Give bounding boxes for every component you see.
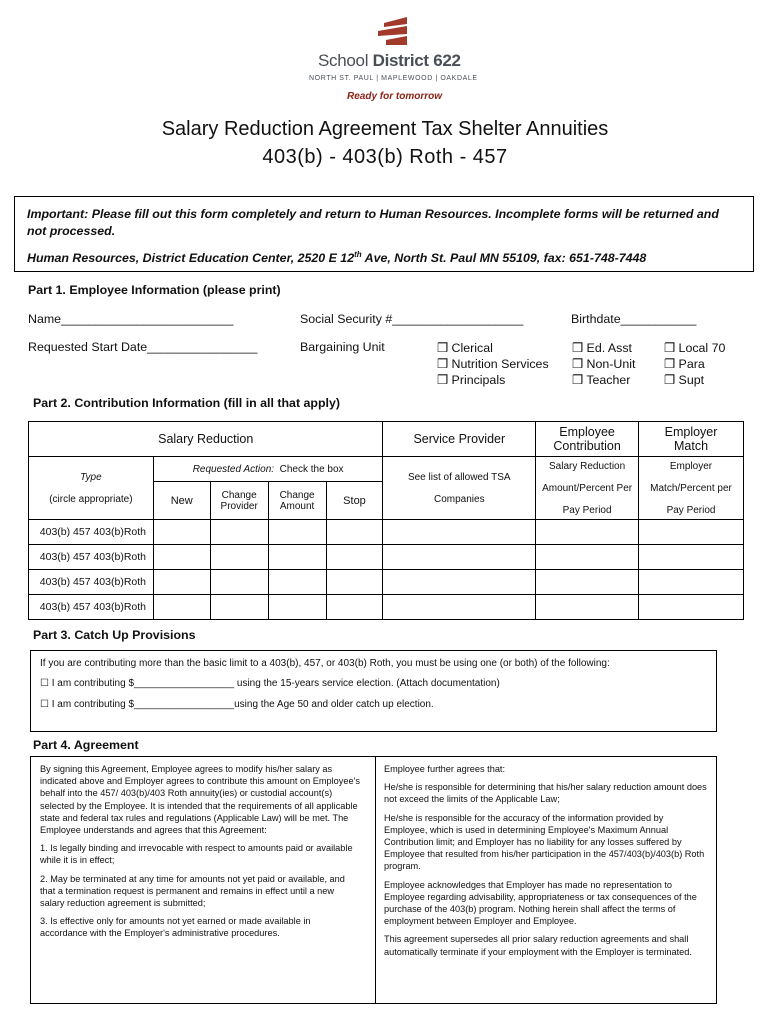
agreement-paragraph: This agreement supersedes all prior salary reduction agreements and shall automatically terminate if your employment with the Employer is terminated. xyxy=(384,934,692,957)
cell-provider[interactable] xyxy=(383,520,536,545)
agreement-paragraph: Employee further agrees that: xyxy=(384,764,506,774)
requested-action-header: Requested Action: Check the box xyxy=(153,457,383,482)
agreement-divider xyxy=(375,757,376,1003)
cell-change-provider[interactable] xyxy=(210,595,268,620)
important-text: Important: Please fill out this form completely and return to Human Resources. Incomplete forms will be returned and not processed. xyxy=(27,207,719,238)
cell-employer-match[interactable] xyxy=(639,570,744,595)
type-header: Type (circle appropriate) xyxy=(29,457,154,520)
agreement-left-column xyxy=(40,763,360,946)
form-subtitle: 403(b) - 403(b) Roth - 457 xyxy=(262,146,508,168)
cell-employee-amount[interactable] xyxy=(536,545,639,570)
employer-subheader: Employer Match/Percent per Pay Period xyxy=(639,457,744,520)
agreement-paragraph: 1. Is legally binding and irrevocable with respect to amounts paid or available while it is in effect; xyxy=(40,843,353,866)
cell-change-provider[interactable] xyxy=(210,570,268,595)
district-logo-name: School District 622 xyxy=(318,51,461,70)
cell-employer-match[interactable] xyxy=(639,595,744,620)
cell-employer-match[interactable] xyxy=(639,545,744,570)
agreement-paragraph: By signing this Agreement, Employee agrees to modify his/her salary as indicated above and Employer agrees to contribute this amount on Employee's behalf into the 457/ 403(b)/403 Roth annuity(ies) or custodial account(s) selected by the Employee. It is intended that the requirements of all applicable state and federal tax rules and regulations (Applicable Law) will be met. The Employee understands and agrees that this Agreement: xyxy=(40,764,360,836)
district-logo-tagline: Ready for tomorrow xyxy=(347,91,443,102)
bargaining-unit-label: Bargaining Unit xyxy=(300,340,385,354)
cell-new[interactable] xyxy=(153,570,210,595)
hr-address: Human Resources, District Education Center, 2520 E 12th Ave, North St. Paul MN 55109, fax: 651-748-7448 xyxy=(27,250,647,266)
table-row xyxy=(29,545,744,570)
col-change-provider: Change Provider xyxy=(210,482,268,520)
catch-up-option-15-year[interactable]: ☐ I am contributing $__________________ using the 15-years service election. (Attach documentation) xyxy=(40,678,500,689)
checkbox-clerical[interactable]: ❒ Clerical xyxy=(437,341,493,355)
cell-provider[interactable] xyxy=(383,570,536,595)
cell-employee-amount[interactable] xyxy=(536,570,639,595)
provider-subheader: See list of allowed TSA Companies xyxy=(383,457,536,520)
cell-employee-amount[interactable] xyxy=(536,595,639,620)
name-field[interactable]: Name_________________________ xyxy=(28,312,234,326)
checkbox-para[interactable]: ❒ Para xyxy=(664,357,705,371)
table-row xyxy=(29,570,744,595)
agreement-paragraph: 2. May be terminated at any time for amounts not yet paid or available, and that a termination request is permanent and remains in effect until a new salary reduction agreement is submitted; xyxy=(40,873,345,909)
cell-change-provider[interactable] xyxy=(210,520,268,545)
cell-stop[interactable] xyxy=(326,595,383,620)
table-row xyxy=(29,595,744,620)
checkbox-local-70[interactable]: ❒ Local 70 xyxy=(664,341,726,355)
cell-stop[interactable] xyxy=(326,570,383,595)
col-employee-contribution: Employee Contribution xyxy=(536,422,639,457)
checkbox-nutrition-services[interactable]: ❒ Nutrition Services xyxy=(437,357,549,371)
cell-change-provider[interactable] xyxy=(210,545,268,570)
cell-employee-amount[interactable] xyxy=(536,520,639,545)
cell-new[interactable] xyxy=(153,545,210,570)
col-service-provider: Service Provider xyxy=(383,422,536,457)
important-notice xyxy=(14,196,754,272)
part2-heading: Part 2. Contribution Information (fill in all that apply) xyxy=(33,396,341,410)
agreement-box xyxy=(30,756,717,1004)
agreement-paragraph: He/she is responsible for the accuracy of the information provided by Employee, which is used in determining Employee's Maximum Annual Contribution limit; and Employer has no liability for any losses suffered by Employee that resulted from his/her participation in the 457/403(b)/403(b) Roth program. xyxy=(384,812,705,872)
form-title: Salary Reduction Agreement Tax Shelter Annuities xyxy=(161,118,609,140)
col-new: New xyxy=(153,482,210,520)
row-type[interactable]: 403(b) 457 403(b)Roth xyxy=(29,595,154,620)
cell-change-amount[interactable] xyxy=(268,570,326,595)
catch-up-intro: If you are contributing more than the basic limit to a 403(b), 457, or 403(b) Roth, you must be using one (or both) of the following: xyxy=(40,658,610,669)
checkbox-ed-asst[interactable]: ❒ Ed. Asst xyxy=(572,341,633,355)
cell-new[interactable] xyxy=(153,520,210,545)
part3-heading: Part 3. Catch Up Provisions xyxy=(33,628,196,642)
col-change-amount: Change Amount xyxy=(268,482,326,520)
table-row xyxy=(29,520,744,545)
col-stop: Stop xyxy=(326,482,383,520)
agreement-paragraph: He/she is responsible for determining that his/her salary reduction amount does not exceed the limits of the Applicable Law; xyxy=(384,782,707,805)
cell-change-amount[interactable] xyxy=(268,520,326,545)
district-logo-mark xyxy=(374,15,412,49)
cell-stop[interactable] xyxy=(326,520,383,545)
catch-up-box xyxy=(30,650,717,732)
agreement-right-column xyxy=(384,763,709,964)
part4-heading: Part 4. Agreement xyxy=(33,738,139,752)
cell-stop[interactable] xyxy=(326,545,383,570)
checkbox-principals[interactable]: ❒ Principals xyxy=(437,373,506,387)
col-employer-match: Employer Match xyxy=(639,422,744,457)
row-type[interactable]: 403(b) 457 403(b)Roth xyxy=(29,520,154,545)
district-logo-subtitle: NORTH ST. PAUL | MAPLEWOOD | OAKDALE xyxy=(309,75,478,82)
catch-up-option-age-50[interactable]: ☐ I am contributing $__________________using the Age 50 and older catch up election. xyxy=(40,699,434,710)
cell-provider[interactable] xyxy=(383,595,536,620)
cell-change-amount[interactable] xyxy=(268,595,326,620)
ssn-field[interactable]: Social Security #___________________ xyxy=(300,312,524,326)
checkbox-teacher[interactable]: ❒ Teacher xyxy=(572,373,631,387)
checkbox-non-unit[interactable]: ❒ Non-Unit xyxy=(572,357,636,371)
agreement-paragraph: 3. Is effective only for amounts not yet earned or made available in accordance with the Employer's administrative procedures. xyxy=(40,916,311,939)
row-type[interactable]: 403(b) 457 403(b)Roth xyxy=(29,570,154,595)
cell-provider[interactable] xyxy=(383,545,536,570)
start-date-field[interactable]: Requested Start Date________________ xyxy=(28,340,258,354)
col-salary-reduction: Salary Reduction xyxy=(29,422,383,457)
checkbox-supt[interactable]: ❒ Supt xyxy=(664,373,705,387)
cell-change-amount[interactable] xyxy=(268,545,326,570)
part1-heading: Part 1. Employee Information (please print) xyxy=(28,283,281,297)
birthdate-field[interactable]: Birthdate___________ xyxy=(571,312,697,326)
agreement-paragraph: Employee acknowledges that Employer has made no representation to Employee regarding advisability, appropriateness or tax consequences of the purchase of the 403(b) program. Nothing herein shall affect the terms of employment between Employer and Employee. xyxy=(384,879,697,927)
employee-subheader: Salary Reduction Amount/Percent Per Pay Period xyxy=(536,457,639,520)
row-type[interactable]: 403(b) 457 403(b)Roth xyxy=(29,545,154,570)
cell-employer-match[interactable] xyxy=(639,520,744,545)
cell-new[interactable] xyxy=(153,595,210,620)
contribution-table xyxy=(28,421,744,620)
